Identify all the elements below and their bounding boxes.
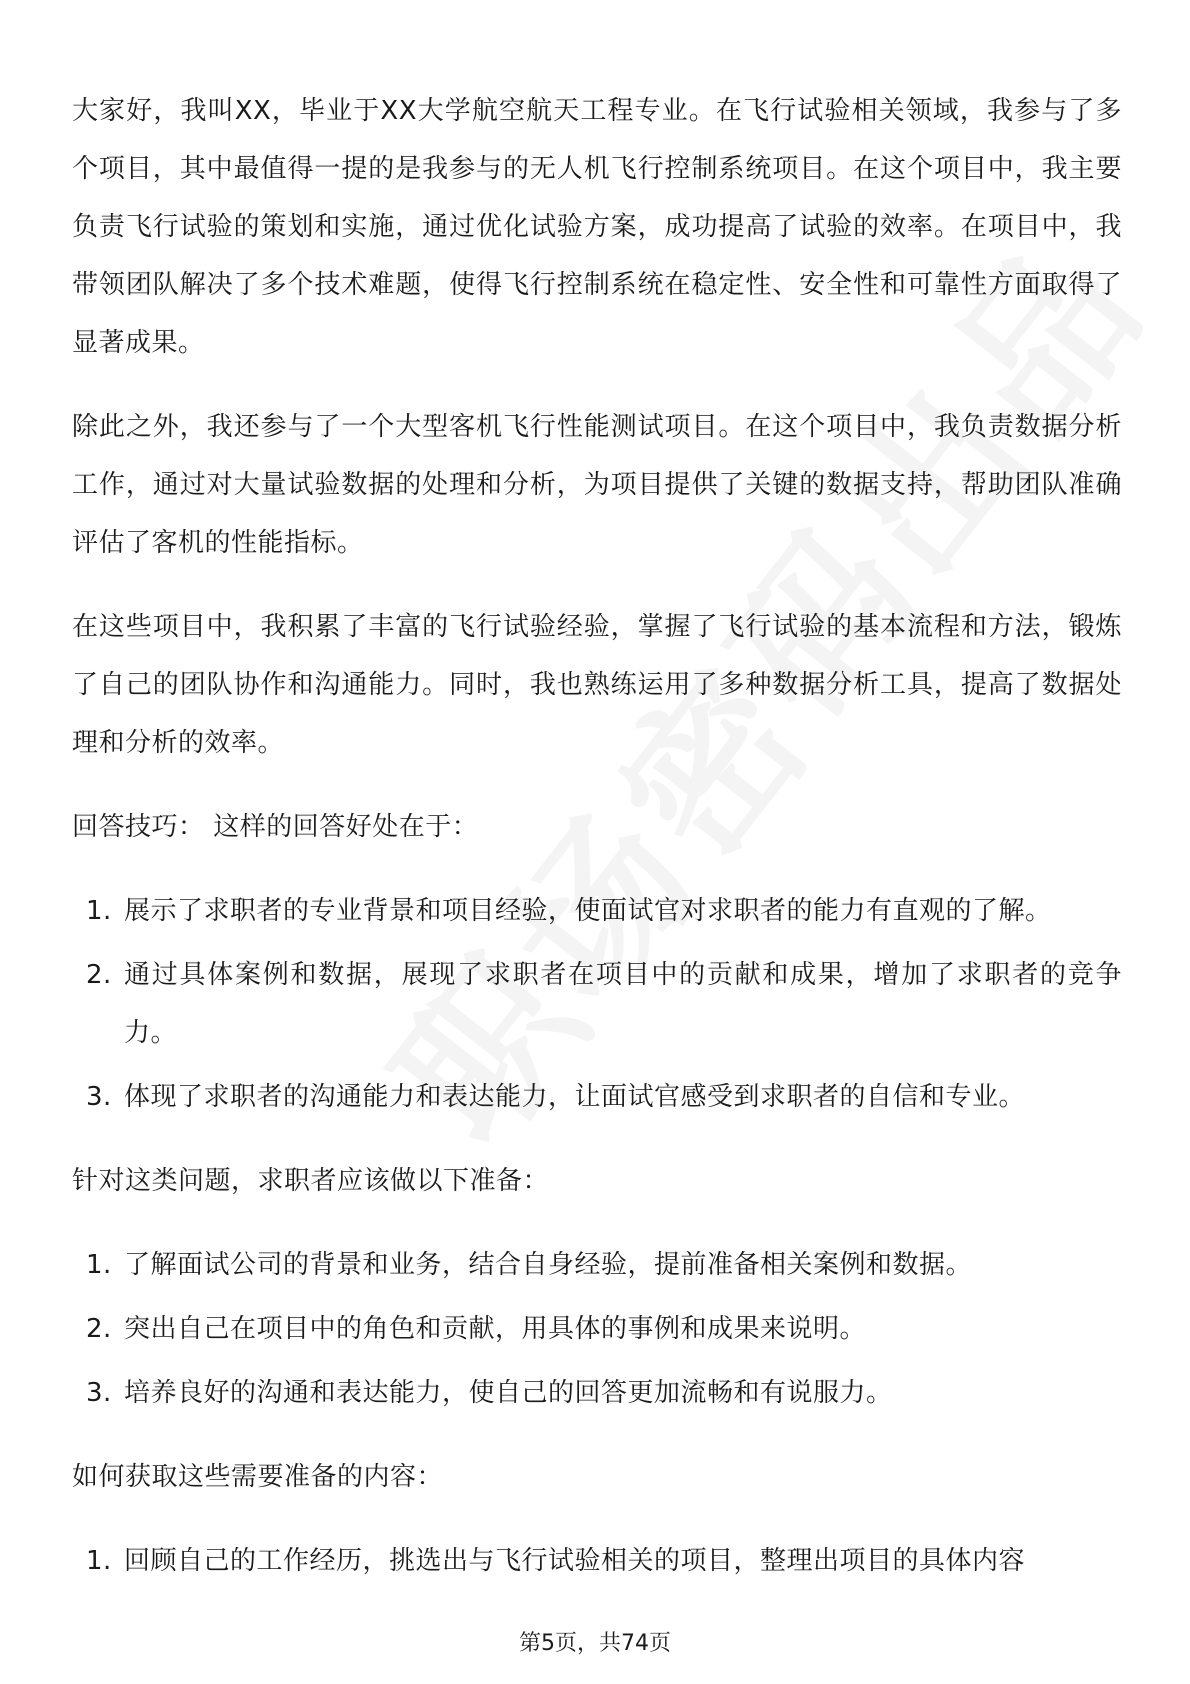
howto-heading: 如何获取这些需要准备的内容： <box>72 1462 444 1492</box>
howto-list <box>72 1532 1122 1590</box>
list-number: 3. <box>86 1378 112 1408</box>
list-text: 突出自己在项目中的角色和贡献，用具体的事例和成果来说明。 <box>124 1314 867 1344</box>
list-number: 1. <box>86 1250 112 1280</box>
list-number: 3. <box>86 1082 112 1112</box>
list-item <box>72 1364 1122 1422</box>
list-text: 了解面试公司的背景和业务，结合自身经验，提前准备相关案例和数据。 <box>124 1250 973 1280</box>
list-text: 通过具体案例和数据，展现了求职者在项目中的贡献和成果，增加了求职者的竞争力。 <box>124 960 1122 1048</box>
paragraph-intro: 大家好，我叫XX，毕业于XX大学航空航天工程专业。在飞行试验相关领域，我参与了多个项目，其中最值得一提的是我参与的无人机飞行控制系统项目。在这个项目中，我主要负责飞行试验的策划和实施，通过优化试验方案，成功提高了试验的效率。在项目中，我带领团队解决了多个技术难题，使得飞行控制系统在稳定性、安全性和可靠性方面取得了显著成果。 <box>72 96 1122 358</box>
list-item <box>72 1236 1122 1294</box>
list-number: 2. <box>86 1314 112 1344</box>
list-item <box>72 1300 1122 1358</box>
list-item <box>72 946 1122 1062</box>
list-item <box>72 1532 1122 1590</box>
paragraph-second-project: 除此之外，我还参与了一个大型客机飞行性能测试项目。在这个项目中，我负责数据分析工作，通过对大量试验数据的处理和分析，为项目提供了关键的数据支持，帮助团队准确评估了客机的性能指标。 <box>72 412 1122 558</box>
list-text: 展示了求职者的专业背景和项目经验，使面试官对求职者的能力有直观的了解。 <box>124 896 1052 926</box>
list-item <box>72 1068 1122 1126</box>
list-number: 1. <box>86 1546 112 1576</box>
prep-heading: 针对这类问题，求职者应该做以下准备： <box>72 1166 550 1196</box>
page-number-footer: 第5页，共74页 <box>519 1631 671 1656</box>
tips-heading: 回答技巧： 这样的回答好处在于： <box>72 812 479 842</box>
list-text: 培养良好的沟通和表达能力，使自己的回答更加流畅和有说服力。 <box>124 1378 893 1408</box>
paragraph-summary: 在这些项目中，我积累了丰富的飞行试验经验，掌握了飞行试验的基本流程和方法，锻炼了自己的团队协作和沟通能力。同时，我也熟练运用了多种数据分析工具，提高了数据处理和分析的效率。 <box>72 612 1122 758</box>
list-text: 体现了求职者的沟通能力和表达能力，让面试官感受到求职者的自信和专业。 <box>124 1082 1026 1112</box>
list-text: 回顾自己的工作经历，挑选出与飞行试验相关的项目，整理出项目的具体内容 <box>124 1546 1026 1576</box>
list-number: 2. <box>86 960 112 990</box>
list-number: 1. <box>86 896 112 926</box>
document-body <box>72 82 1122 1616</box>
list-item <box>72 882 1122 940</box>
prep-list <box>72 1236 1122 1422</box>
tips-list <box>72 882 1122 1126</box>
